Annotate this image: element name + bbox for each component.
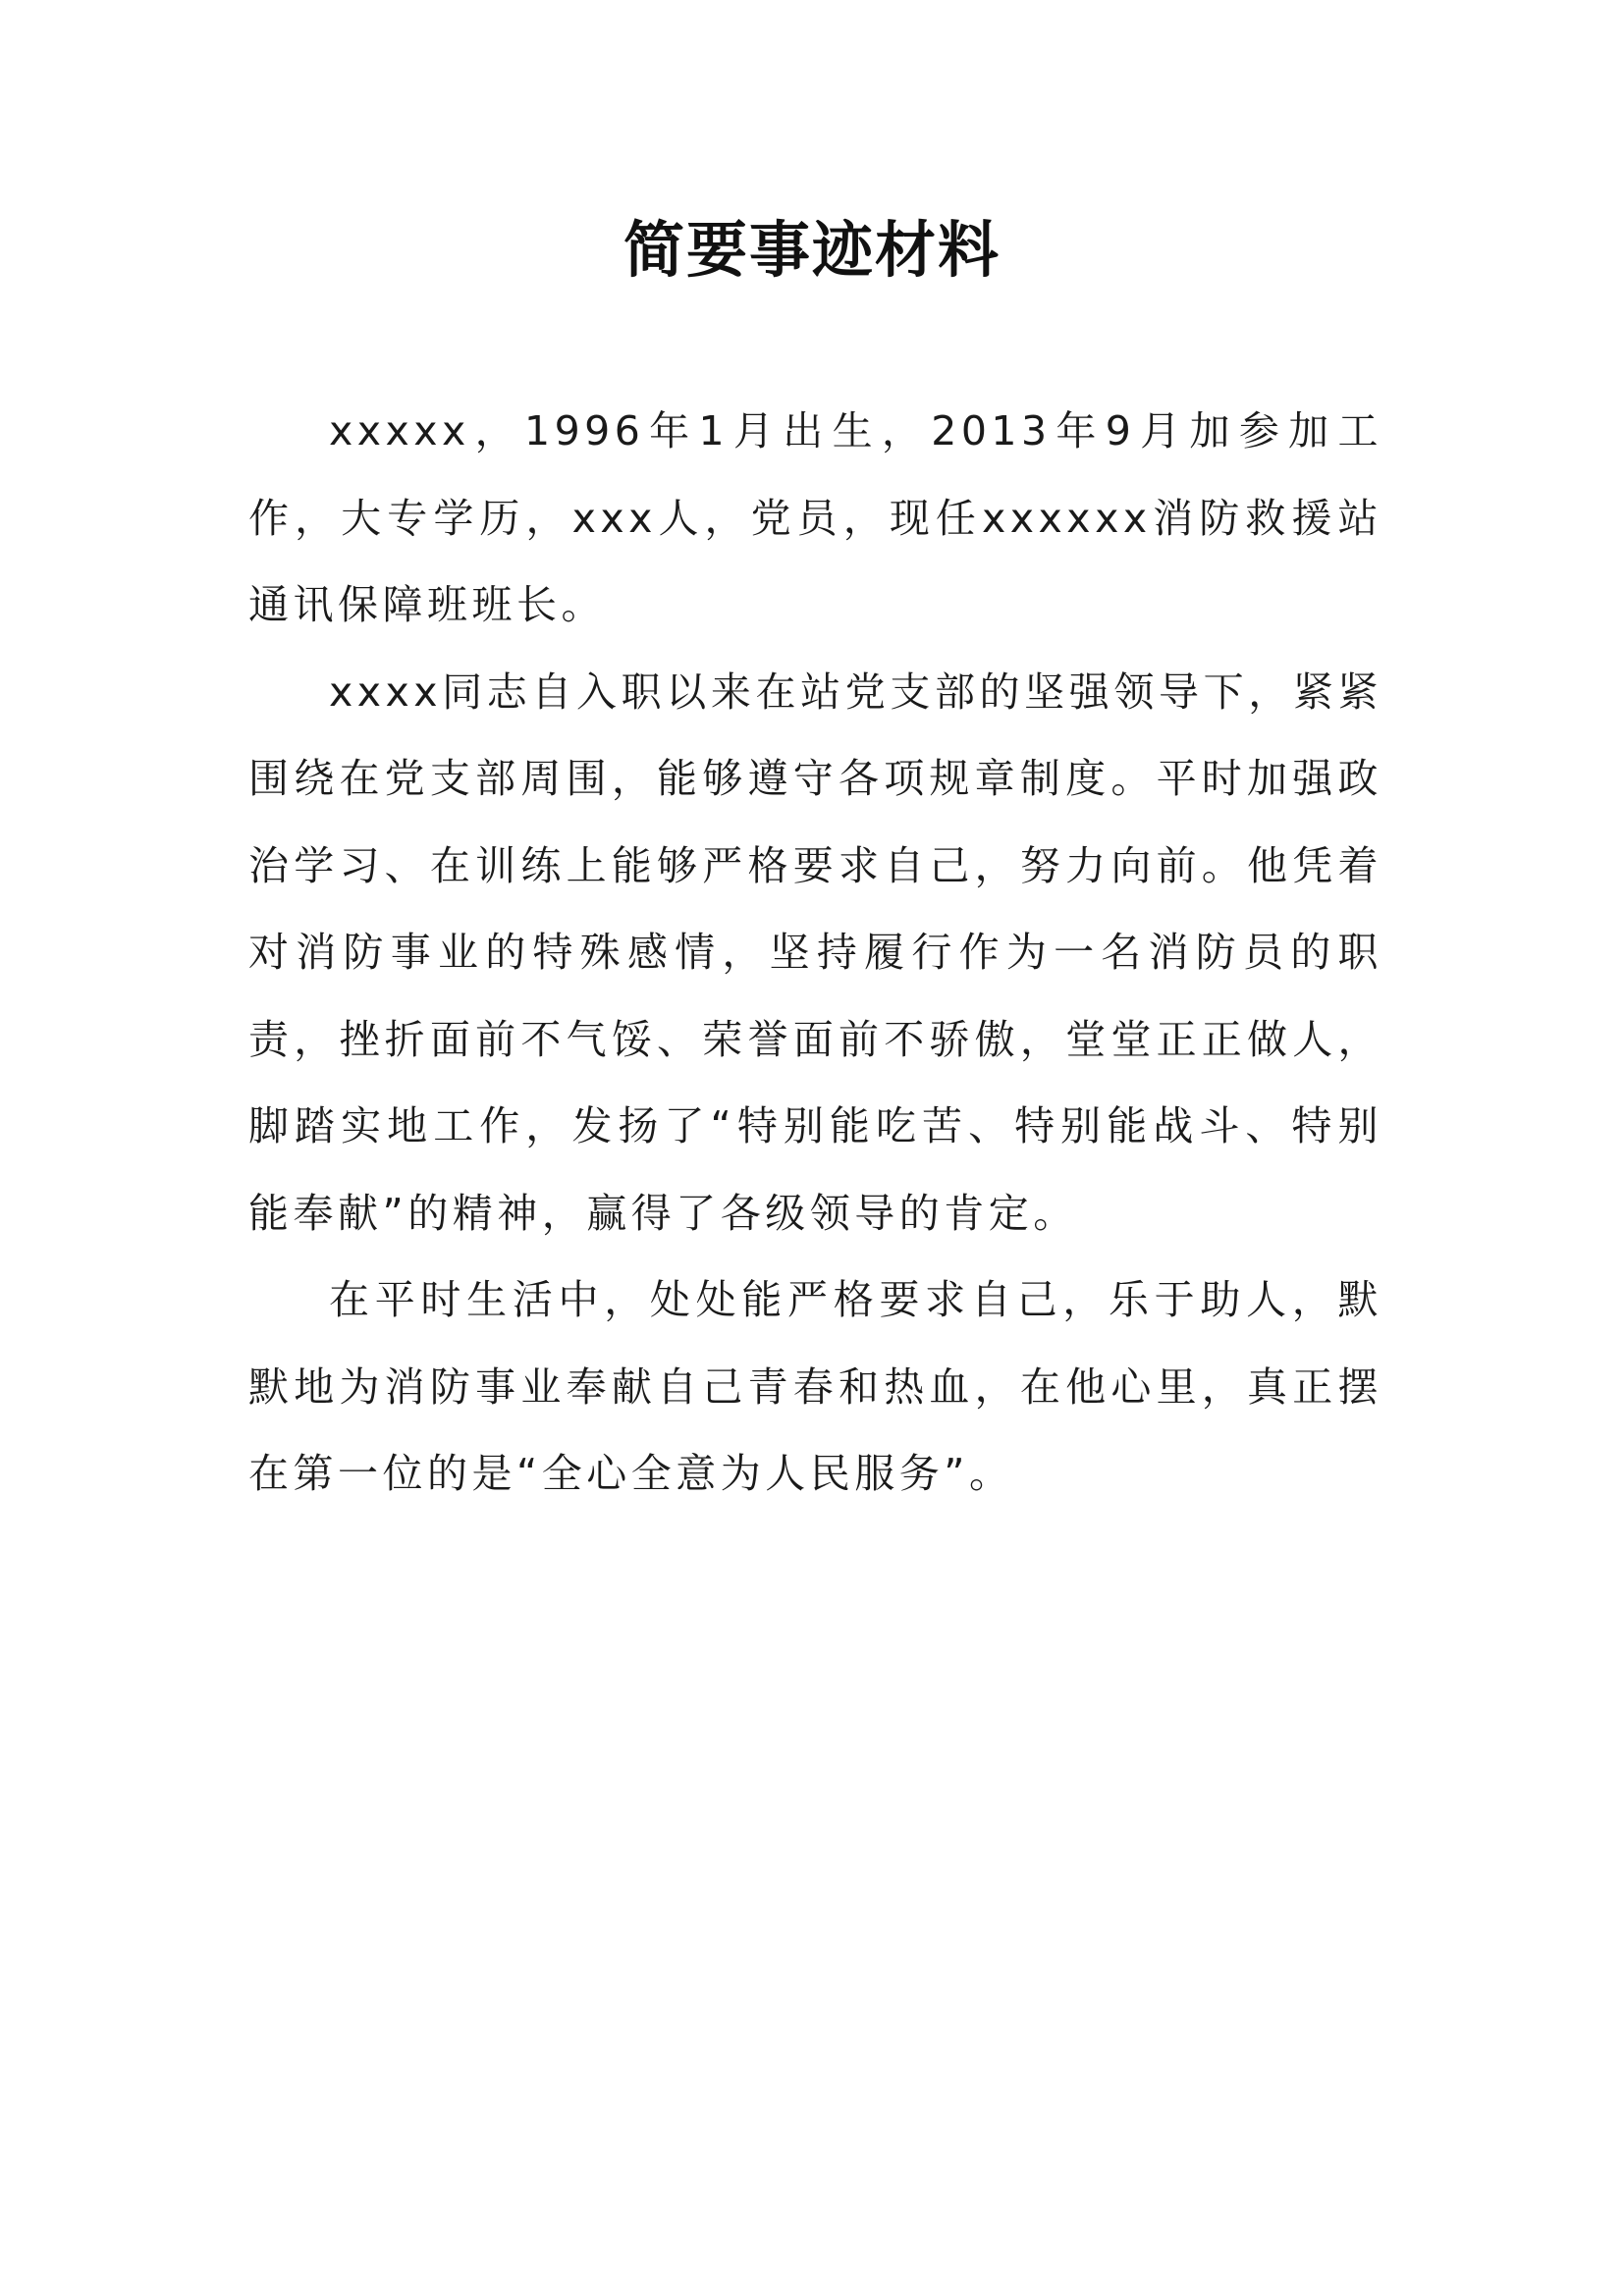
document-body	[248, 388, 1382, 1518]
paragraph-daily-life: 在平时生活中，处处能严格要求自己，乐于助人，默默地为消防事业奉献自己青春和热血，在他心里，真正摆在第一位的是“全心全意为人民服务”。	[248, 1276, 1382, 1497]
paragraph-personal-info: xxxxx，1996年1月出生，2013年9月加参加工作，大专学历，xxx人，党员，现任xxxxxx消防救援站通讯保障班班长。	[248, 407, 1382, 628]
document-title: 简要事迹材料	[623, 214, 1001, 286]
paragraph-work-performance: xxxx同志自入职以来在站党支部的坚强领导下，紧紧围绕在党支部周围，能够遵守各项规章制度。平时加强政治学习、在训练上能够严格要求自己，努力向前。他凭着对消防事业的特殊感情，坚持履行作为一名消防员的职责，挫折面前不气馁、荣誉面前不骄傲，堂堂正正做人，脚踏实地工作，发扬了“特别能吃苦、特别能战斗、特别能奉献”的精神，赢得了各级领导的肯定。	[248, 667, 1382, 1237]
